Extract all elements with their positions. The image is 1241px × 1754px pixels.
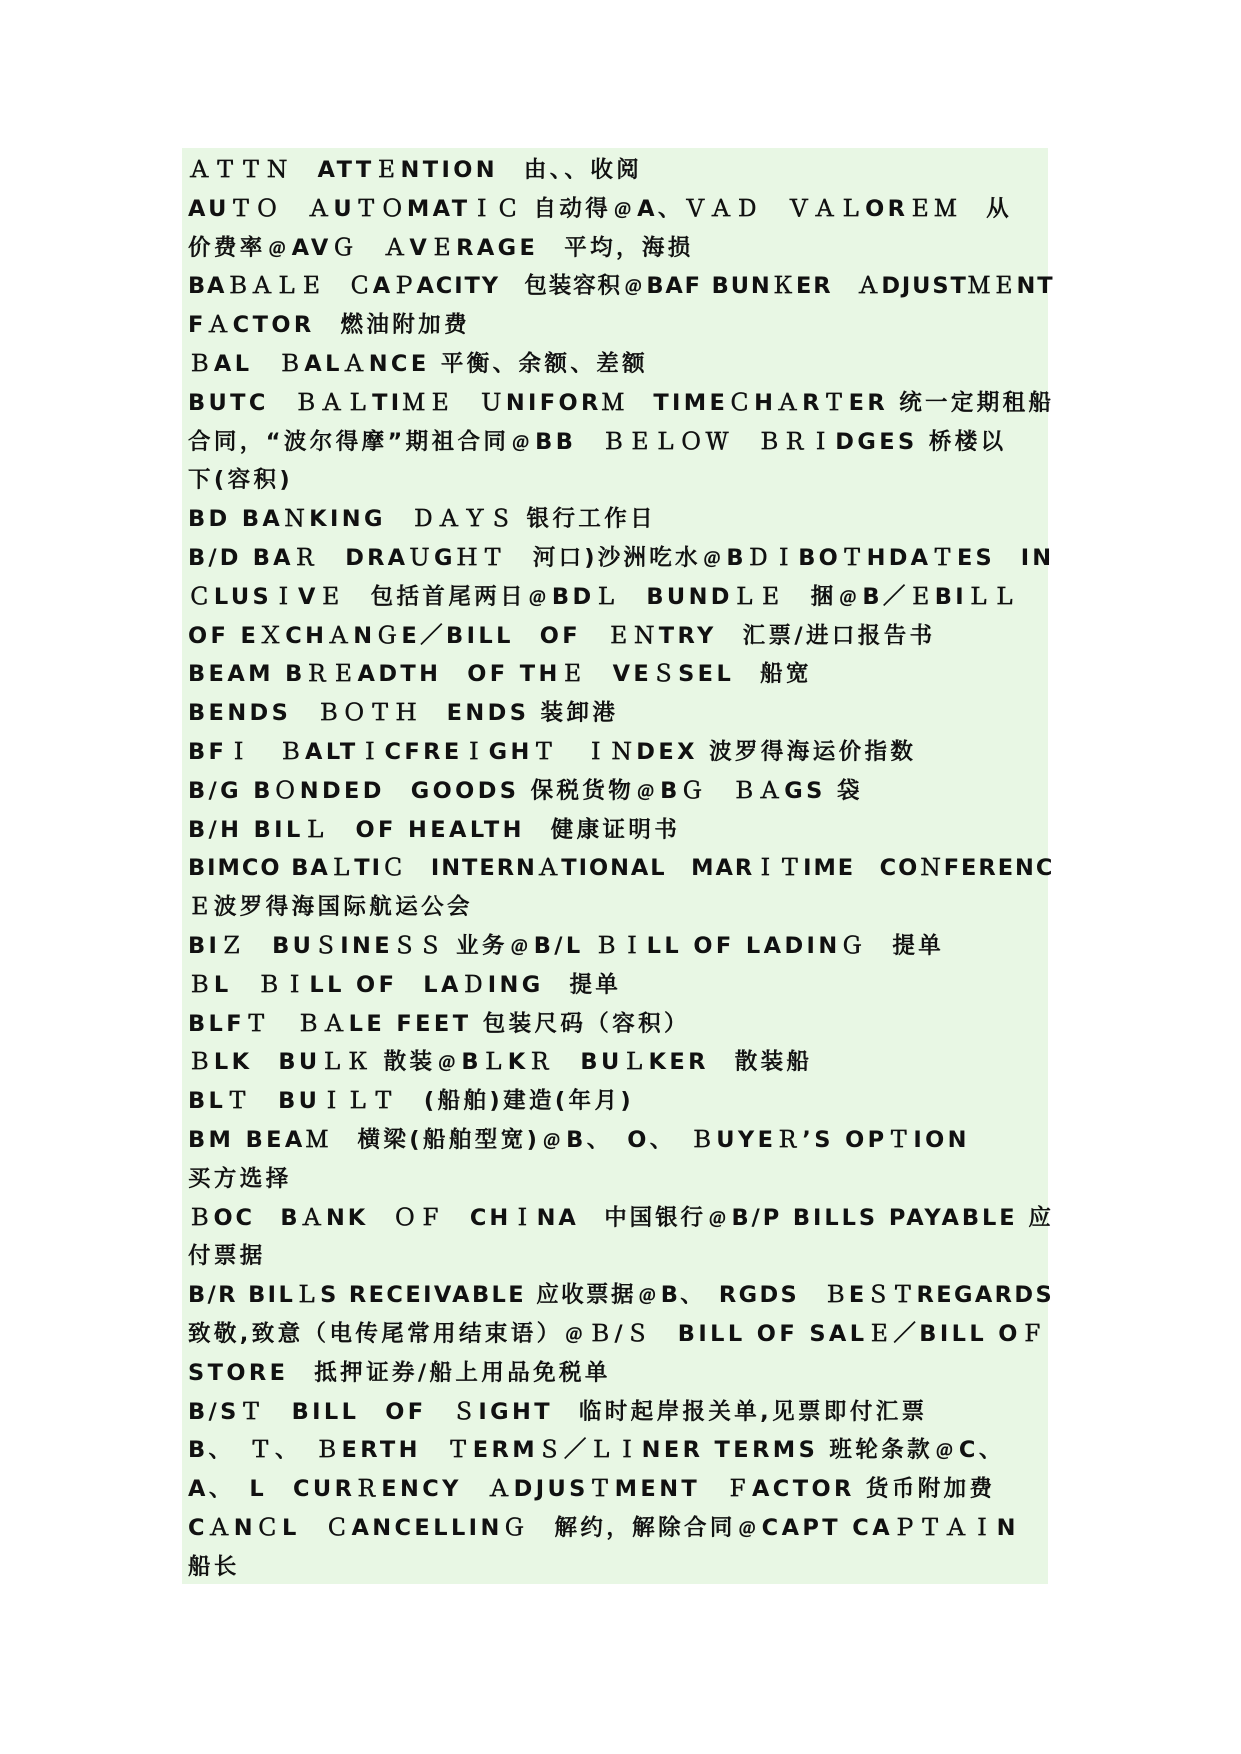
text-line: B/G BＯNDED GOODS 保税货物﹫BＧ ＢＡGS 袋 <box>188 777 863 804</box>
text-line: B/R BILＬS RECEIVABLE 应收票据﹫B、 RGDS ＢEＳＴREGARDS <box>188 1282 1055 1309</box>
text-line: ＣLUSＩVＥ 包括首尾两日﹫BDＬ BUNDＬＥ 捆﹫B／ＥBIＬＬ <box>188 583 1019 610</box>
text-line: B/D BAＲ DRAＵGＨＴ 河口)沙洲吃水﹫BＤＩBOＴHDAＴES IN <box>188 545 1055 571</box>
text-line: BIMCO BAＬTIＣ INTERNＡTIONAL MARＩＴIME COＮFERENC <box>188 855 1055 882</box>
text-line: AUＴＯ ＡUＴＯMATＩＣ 自动得﹫A、ＶＡＤ ＶＡＬORＥＭ 从 <box>188 195 1012 222</box>
text-line: Ｅ波罗得海国际航运公会 <box>188 894 473 921</box>
text-line: 价费率﹫AVＧ ＡVＥRAGE 平均，海损 <box>188 234 694 261</box>
text-line: ＢL ＢＩLL OF LAＤING 提单 <box>188 971 622 998</box>
text-line: 付票据 <box>188 1243 266 1270</box>
text-line: OF EＸCHＡNＧE／BILL OF ＥＮTRY 汇票/进口报告书 <box>188 622 936 649</box>
text-line: BENDS ＢＯＴＨ ENDS 装卸港 <box>188 700 619 727</box>
text-line: B/SＴ BILL OF ＳIGHT 临时起岸报关单,见票即付汇票 <box>188 1398 928 1425</box>
text-line: ＢLK BUＬＫ 散装﹫BＬKＲ BUＬKER 散装船 <box>188 1049 813 1076</box>
text-line: FＡCTOR 燃油附加费 <box>188 312 470 339</box>
text-line: ＢAL ＢALＡNCE 平衡、余额、差额 <box>188 351 649 377</box>
text-line: 致敬,致意（电传尾常用结束语）﹫Ｂ/Ｓ BILL OF SALＥ／BILL OＦ <box>188 1321 1047 1347</box>
text-line: ＢOC BＡNK ＯＦ CHＩNA 中国银行﹫B/P BILLS PAYABLE 应 <box>188 1204 1054 1231</box>
text-line: CＡNＣL ＣANCELLINＧ 解约，解除合同﹫CAPT CAＰＴＡＩN <box>188 1515 1019 1541</box>
text-line: B/H BILＬ OF HEALTH 健康证明书 <box>188 816 681 843</box>
text-line: 合同，“波尔得摩”期祖合同﹫BB ＢＥＬＯＷ ＢＲＩDGES 桥楼以 <box>188 428 1007 455</box>
text-line: STORE 抵押证券/船上用品免税单 <box>188 1359 611 1386</box>
text-line: 下(容积) <box>188 467 294 494</box>
text-line: BEAM BＲＥADTH OF THＥ VEＳSEL 船宽 <box>188 661 812 688</box>
text-line: 买方选择 <box>188 1165 292 1192</box>
text-line: 船长 <box>188 1553 240 1580</box>
text-line: BAＢＡＬＥ ＣAＰACITY 包装容积﹫BAF BUNＫER ＡDJUSTＭＥNT <box>188 273 1055 300</box>
text-line: BIＺ BUＳINEＳＳ 业务﹫B/L ＢＩLL OF LADINＧ 提单 <box>188 933 945 959</box>
text-line: A、 L CURＲENCY ＡDJUSＴMENT ＦACTOR 货币附加费 <box>188 1476 996 1503</box>
text-line: ＡＴＴＮ ATTＥNTION 由、、收阅 <box>188 157 643 183</box>
text-line: BD BAＮKING ＤＡＹＳ 银行工作日 <box>188 506 657 533</box>
text-line: BLFＴ ＢＡLE FEET 包装尺码（容积） <box>188 1010 690 1037</box>
text-line: BLＴ BUＩＬＴ (船舶)建造(年月) <box>188 1088 635 1115</box>
text-line: B、 Ｔ、 ＢERTH ＴERMＳ／ＬＩNER TERMS 班轮条款﹫C、 <box>188 1437 1005 1464</box>
text-line: BM BEAＭ 横梁(船舶型宽)﹫B、 O、 ＢUYEＲ’S OPＴION <box>188 1127 970 1153</box>
text-line: BFＩ ＢALTＩCFREＩGHＴ ＩＮDEX 波罗得海运价指数 <box>188 739 917 765</box>
text-line: BUTC ＢＡＬTIＭＥ ＵNIFORＭ TIMEＣHＡRＴER 统一定期租船 <box>188 389 1055 416</box>
